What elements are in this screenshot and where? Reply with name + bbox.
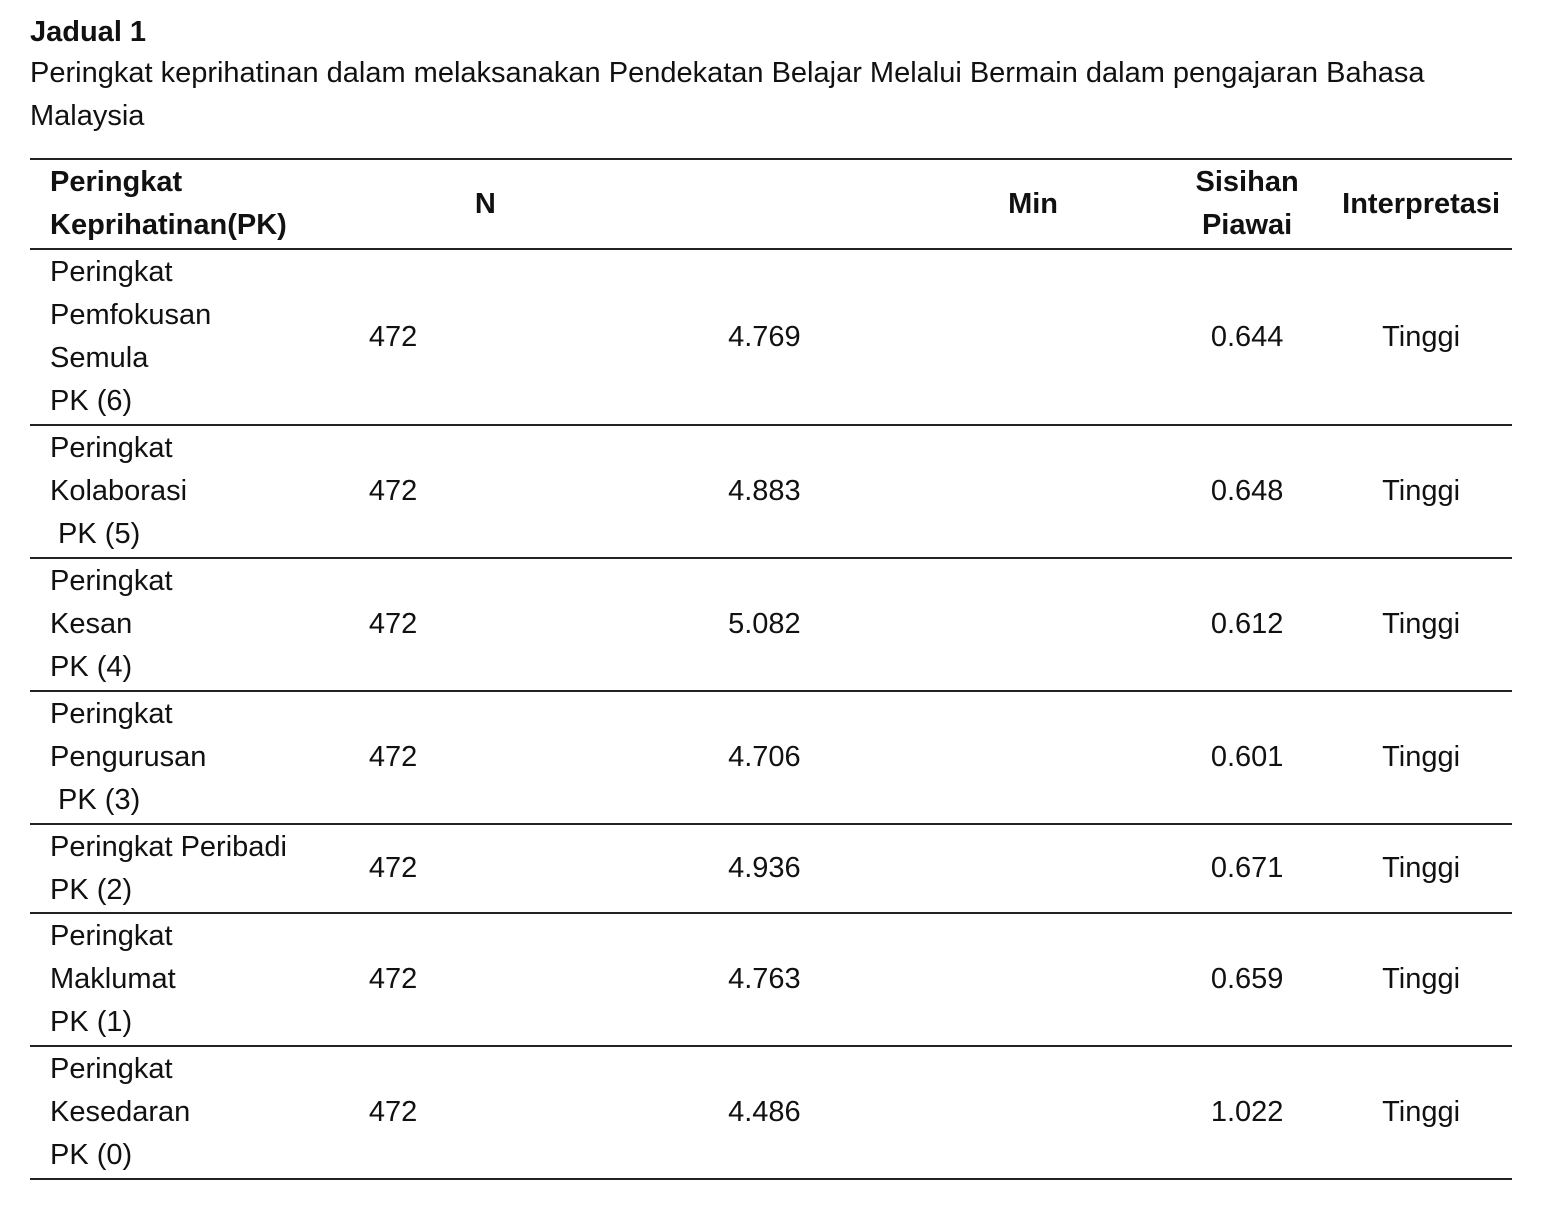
cell-min: 4.936 xyxy=(728,852,801,884)
cell-min: 5.082 xyxy=(728,608,801,640)
table-row xyxy=(30,425,1512,558)
table-row xyxy=(30,1046,1512,1179)
cell-n: 472 xyxy=(368,320,418,353)
cell-pk xyxy=(30,824,317,913)
table-row xyxy=(30,691,1512,824)
header-pk-line: Keprihatinan(PK) xyxy=(50,209,287,241)
cell-n: 472 xyxy=(368,852,418,884)
cell-interpretation: Tinggi xyxy=(1382,963,1461,995)
cell-n: 472 xyxy=(368,1096,418,1128)
header-min: Min xyxy=(1008,187,1059,220)
cell-pk-line: Maklumat xyxy=(50,963,176,995)
cell-min: 4.763 xyxy=(728,963,801,995)
cell-pk-line: PK (4) xyxy=(50,651,133,683)
table-row xyxy=(30,913,1512,1046)
table-body xyxy=(30,249,1512,1179)
cell-pk-line: PK (0) xyxy=(50,1139,133,1171)
cell-pk-line: PK (6) xyxy=(50,385,133,417)
cell-min: 4.883 xyxy=(728,475,801,507)
cell-pk-line: PK (2) xyxy=(50,873,133,906)
cell-pk-line: PK (3) xyxy=(50,784,141,816)
cell-pk-line: Peringkat xyxy=(50,1053,173,1085)
cell-n: 472 xyxy=(368,475,418,507)
cell-pk-line: PK (1) xyxy=(50,1006,133,1038)
cell-sd: 0.659 xyxy=(1210,963,1284,995)
cell-interpretation: Tinggi xyxy=(1382,741,1461,773)
table-label: Jadual 1 xyxy=(30,16,147,48)
header-pk xyxy=(30,159,317,249)
cell-sd: 1.022 xyxy=(1210,1096,1284,1128)
results-table xyxy=(30,158,1512,1180)
table-row xyxy=(30,558,1512,691)
cell-pk-line: Semula xyxy=(50,342,149,374)
cell-pk xyxy=(30,558,317,691)
cell-pk-line: Pengurusan xyxy=(50,741,207,773)
cell-pk xyxy=(30,691,317,824)
table-title: Peringkat keprihatinan dalam melaksanakan Pendekatan Belajar Melalui Bermain dalam pengajaran Bahasa Malaysia xyxy=(30,57,1425,132)
cell-interpretation: Tinggi xyxy=(1382,475,1461,507)
header-pk-line: Peringkat xyxy=(50,166,183,198)
cell-min: 4.486 xyxy=(728,1096,801,1128)
cell-pk-line: PK (5) xyxy=(50,518,141,550)
cell-pk xyxy=(30,1046,317,1179)
cell-min: 4.706 xyxy=(728,741,801,773)
table-row xyxy=(30,824,1512,913)
header-row xyxy=(30,159,1512,249)
cell-interpretation: Tinggi xyxy=(1382,608,1461,640)
cell-pk-line: Peringkat xyxy=(50,698,173,730)
cell-pk-line: Peringkat xyxy=(50,256,173,288)
table-row xyxy=(30,249,1512,425)
cell-pk-line: Peringkat xyxy=(50,432,173,464)
cell-sd: 0.671 xyxy=(1210,852,1284,884)
cell-interpretation: Tinggi xyxy=(1382,320,1461,353)
cell-pk-line: Peringkat xyxy=(50,920,173,952)
document xyxy=(30,12,1512,138)
cell-pk-line: Kesan xyxy=(50,608,133,640)
cell-n: 472 xyxy=(368,741,418,773)
cell-pk-line: Kesedaran xyxy=(50,1096,191,1128)
cell-pk-line: Peringkat Peribadi xyxy=(50,830,287,863)
header-interpretation: Interpretasi xyxy=(1342,187,1501,220)
cell-interpretation: Tinggi xyxy=(1382,852,1461,884)
cell-sd: 0.648 xyxy=(1210,475,1284,507)
cell-sd: 0.644 xyxy=(1210,320,1284,353)
cell-interpretation: Tinggi xyxy=(1382,1096,1461,1128)
cell-sd: 0.601 xyxy=(1210,741,1284,773)
header-sd: Sisihan Piawai xyxy=(1195,166,1299,241)
cell-pk-line: Kolaborasi xyxy=(50,475,188,507)
cell-min: 4.769 xyxy=(728,320,801,353)
cell-n: 472 xyxy=(368,608,418,640)
cell-pk-line: Pemfokusan xyxy=(50,299,212,331)
cell-n: 472 xyxy=(368,963,418,995)
cell-pk xyxy=(30,913,317,1046)
cell-pk xyxy=(30,249,317,425)
header-n: N xyxy=(474,187,496,220)
cell-sd: 0.612 xyxy=(1210,608,1284,640)
cell-pk xyxy=(30,425,317,558)
cell-pk-line: Peringkat xyxy=(50,565,173,597)
table-header xyxy=(30,159,1512,249)
